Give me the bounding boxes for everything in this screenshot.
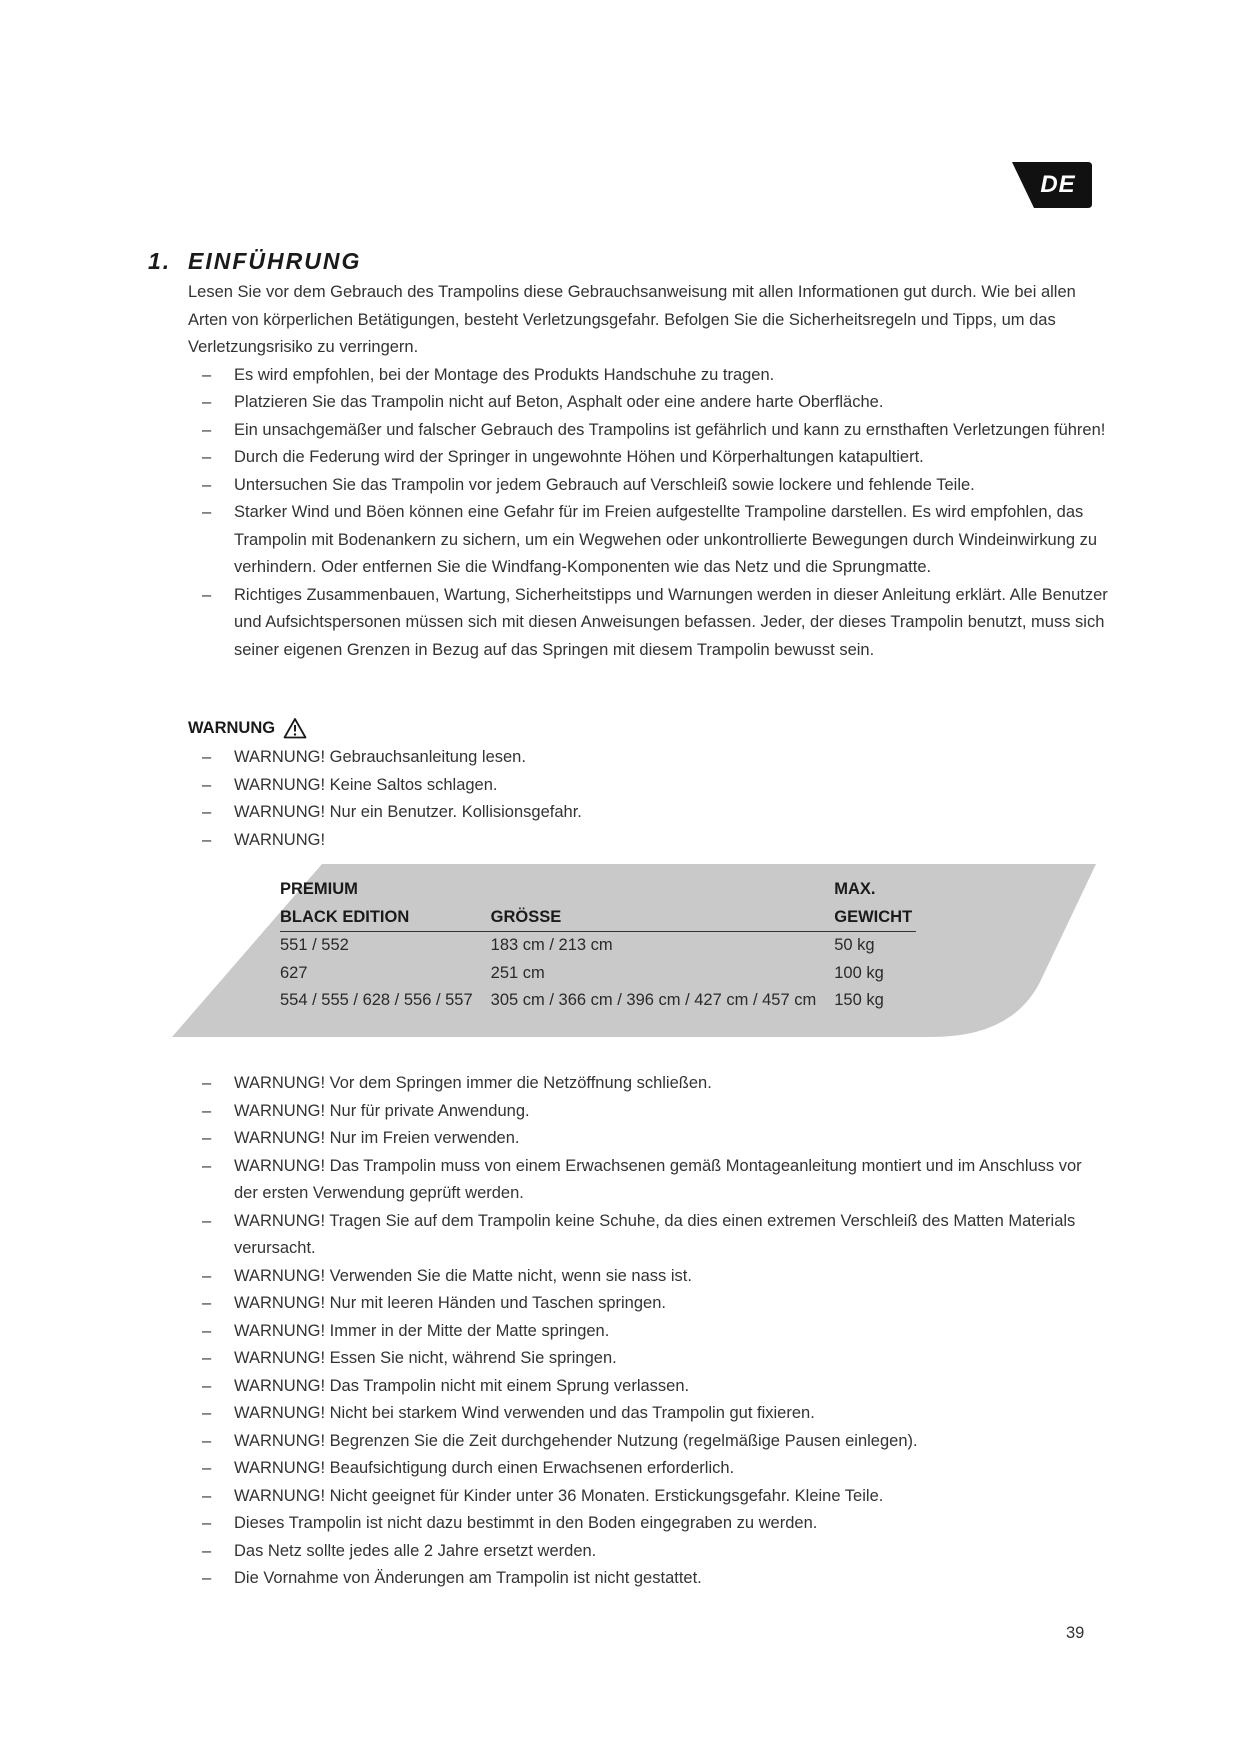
list-item: – Durch die Federung wird der Springer in ungewohnte Höhen und Körperhaltungen katapultiert. — [202, 444, 1108, 472]
list-item: – Starker Wind und Böen können eine Gefahr für im Freien aufgestellte Trampoline darstellen. Es wird empfohlen, das Trampolin mit Bodenankern zu sichern, um ein Wegwehen oder unkontrollierte Bewegungen durch Windeinwirkung zu verhindern. Oder entfernen Sie die Windfang-Komponenten wie das Netz und die Sprungmatte. — [202, 499, 1108, 582]
list-item: – WARNUNG! Nur für private Anwendung. — [202, 1098, 1108, 1126]
header-size: GRÖSSE — [491, 904, 835, 932]
warning-list-1 — [188, 744, 1108, 854]
list-item: – Es wird empfohlen, bei der Montage des Produkts Handschuhe zu tragen. — [202, 362, 1108, 390]
list-item: – Richtiges Zusammenbauen, Wartung, Sicherheitstipps und Warnungen werden in dieser Anleitung erklärt. Alle Benutzer und Aufsichtspersonen müssen sich mit diesen Anweisungen befassen. Jeder, der dieses Trampolin benutzt, muss sich seiner eigenen Grenzen in Bezug auf das Springen mit diesem Trampolin bewusst sein. — [202, 582, 1108, 665]
table-row — [280, 987, 916, 1015]
list-item: – WARNUNG! — [202, 827, 1108, 855]
list-item: – WARNUNG! Nicht geeignet für Kinder unter 36 Monaten. Erstickungsgefahr. Kleine Teile. — [202, 1483, 1108, 1511]
table-cell-model: 627 — [280, 963, 308, 982]
table-cell-model: 551 / 552 — [280, 936, 349, 954]
intro-block — [188, 279, 1108, 664]
list-item: – Ein unsachgemäßer und falscher Gebrauch des Trampolins ist gefährlich und kann zu ernsthaften Verletzungen führen! — [202, 417, 1108, 445]
table-row — [280, 960, 916, 988]
list-item: – Untersuchen Sie das Trampolin vor jedem Gebrauch auf Verschleiß sowie lockere und fehlende Teile. — [202, 472, 1108, 500]
list-item: – WARNUNG! Das Trampolin muss von einem Erwachsenen gemäß Montageanleitung montiert und im Anschluss vor der ersten Verwendung geprüft werden. — [202, 1153, 1108, 1208]
list-item: – WARNUNG! Tragen Sie auf dem Trampolin keine Schuhe, da dies einen extremen Verschleiß des Matten Materials verursacht. — [202, 1208, 1108, 1263]
header-premium: PREMIUM — [280, 880, 358, 898]
list-item: – WARNUNG! Begrenzen Sie die Zeit durchgehender Nutzung (regelmäßige Pausen einlegen). — [202, 1428, 1108, 1456]
list-item: – WARNUNG! Nur im Freien verwenden. — [202, 1125, 1108, 1153]
list-item: – WARNUNG! Essen Sie nicht, während Sie springen. — [202, 1345, 1108, 1373]
list-item: – WARNUNG! Immer in der Mitte der Matte springen. — [202, 1318, 1108, 1346]
section-number: 1. — [148, 248, 172, 274]
list-item: – Das Netz sollte jedes alle 2 Jahre ersetzt werden. — [202, 1538, 1108, 1566]
list-item: – WARNUNG! Nur mit leeren Händen und Taschen springen. — [202, 1290, 1108, 1318]
warning-triangle-icon — [283, 717, 307, 739]
list-item: – Dieses Trampolin ist nicht dazu bestimmt in den Boden eingegraben zu werden. — [202, 1510, 1108, 1538]
table-cell-weight: 50 kg — [834, 936, 875, 954]
list-item: – Platzieren Sie das Trampolin nicht auf Beton, Asphalt oder eine andere harte Oberfläche. — [202, 389, 1108, 417]
table-cell-model: 554 / 555 / 628 / 556 / 557 — [280, 991, 473, 1009]
table-cell-size: 305 cm / 366 cm / 396 cm / 427 cm / 457 cm — [490, 991, 817, 1009]
list-item: – WARNUNG! Nur ein Benutzer. Kollisionsgefahr. — [202, 799, 1108, 827]
language-tab-label: DE — [1040, 171, 1076, 198]
list-item: – WARNUNG! Vor dem Springen immer die Netzöffnung schließen. — [202, 1070, 1108, 1098]
page-number: 39 — [1066, 1624, 1085, 1642]
list-item: – WARNUNG! Keine Saltos schlagen. — [202, 772, 1108, 800]
warning-list-2 — [188, 1070, 1108, 1593]
table-cell-size: 251 cm — [490, 963, 545, 982]
header-black-edition: BLACK EDITION — [280, 904, 491, 932]
list-item: – WARNUNG! Das Trampolin nicht mit einem Sprung verlassen. — [202, 1373, 1108, 1401]
intro-paragraph: Lesen Sie vor dem Gebrauch des Trampolins diese Gebrauchsanweisung mit allen Informationen gut durch. Wie bei allen Arten von körperlichen Betätigungen, besteht Verletzungsgefahr. Befolgen Sie die Sicherheitsregeln und Tipps, um das Verletzungsrisiko zu verringern. — [188, 283, 1076, 356]
list-item: – WARNUNG! Verwenden Sie die Matte nicht, wenn sie nass ist. — [202, 1263, 1108, 1291]
list-item: – Die Vornahme von Änderungen am Trampolin ist nicht gestattet. — [202, 1565, 1108, 1593]
list-item: – WARNUNG! Nicht bei starkem Wind verwenden und das Trampolin gut fixieren. — [202, 1400, 1108, 1428]
table-cell-weight: 150 kg — [834, 991, 884, 1009]
list-item: – WARNUNG! Beaufsichtigung durch einen Erwachsenen erforderlich. — [202, 1455, 1108, 1483]
language-tab — [1012, 162, 1092, 208]
intro-list — [188, 362, 1108, 665]
warning-heading-text: WARNUNG — [188, 718, 276, 737]
header-max: MAX. — [834, 880, 876, 898]
spec-table-band — [172, 862, 1096, 1037]
section-title-text: EINFÜHRUNG — [188, 248, 362, 274]
spec-table — [280, 876, 916, 1015]
list-item: – WARNUNG! Gebrauchsanleitung lesen. — [202, 744, 1108, 772]
table-cell-size: 183 cm / 213 cm — [490, 936, 613, 954]
warning-heading — [188, 717, 307, 739]
table-cell-weight: 100 kg — [834, 963, 884, 982]
table-row — [280, 932, 916, 960]
section-title — [148, 248, 361, 275]
header-weight: GEWICHT — [834, 904, 916, 932]
